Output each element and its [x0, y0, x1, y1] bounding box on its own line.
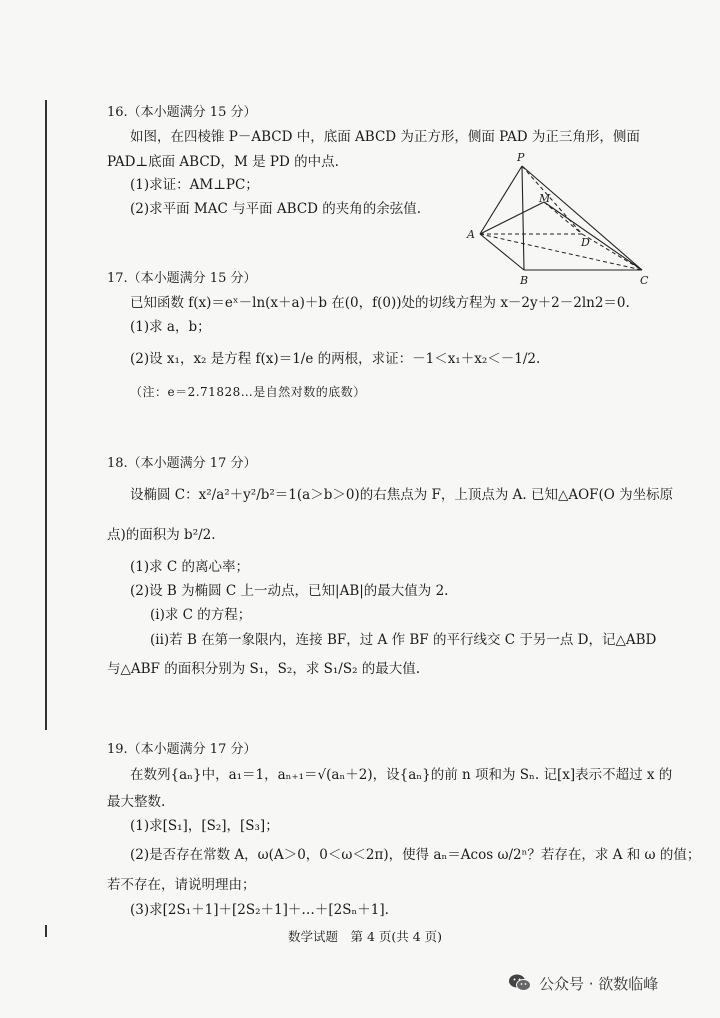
label-M: M: [539, 192, 551, 205]
problem-19-part-2: (2)是否存在常数 A，ω(A＞0，0＜ω＜2π)，使得 aₙ＝Acos ω/2ⁿ？若存在，求 A 和 ω 的值；: [130, 847, 701, 863]
label-P: P: [517, 151, 525, 164]
problem-19-part-3: (3)求[2S₁＋1]＋[2S₂＋1]＋…＋[2Sₙ＋1].: [130, 902, 389, 918]
pyramid-figure: [462, 148, 652, 288]
label-B: B: [520, 274, 529, 287]
problem-16-header: 16.（本小题满分 15 分）: [107, 105, 257, 120]
problem-19-line-2: 最大整数.: [107, 794, 166, 810]
problem-18-line-last: 与△ABF 的面积分别为 S₁，S₂，求 S₁/S₂ 的最大值.: [107, 661, 421, 677]
problem-18-line-1: 设椭圆 C：x²/a²＋y²/b²＝1(a＞b＞0)的右焦点为 F，上顶点为 A. 已知△AOF(O 为坐标原: [130, 487, 674, 503]
watermark: [507, 970, 658, 996]
problem-16-line-2: PAD⊥底面 ABCD，M 是 PD 的中点.: [107, 154, 339, 170]
problem-17-note: （注：e＝2.71828…是自然对数的底数）: [130, 385, 366, 399]
problem-18-part-2-ii: (ii)若 B 在第一象限内，连接 BF，过 A 作 BF 的平行线交 C 于另一点 D，记△ABD: [150, 632, 657, 648]
label-A: A: [467, 228, 475, 241]
label-D: D: [581, 236, 590, 249]
problem-18-part-2: (2)设 B 为椭圆 C 上一动点，已知|AB|的最大值为 2.: [130, 583, 449, 599]
problem-16-part-2: (2)求平面 MAC 与平面 ABCD 的夹角的余弦值.: [130, 201, 422, 217]
watermark-text: 公众号 · 欲数临峰: [539, 974, 659, 993]
problem-17-line-1: 已知函数 f(x)＝eˣ－ln(x＋a)＋b 在(0，f(0))处的切线方程为 x－2y＋2－2ln2＝0.: [130, 295, 630, 311]
problem-19-line-1: 在数列{aₙ}中，a₁＝1，aₙ₊₁＝√(aₙ＋2)，设{aₙ}的前 n 项和为 Sₙ. 记[x]表示不超过 x 的: [130, 767, 673, 783]
problem-18-line-2: 点)的面积为 b²/2.: [107, 527, 216, 543]
page-footer: 数学试题 第 4 页(共 4 页): [288, 929, 443, 944]
problem-16-part-1: (1)求证：AM⊥PC；: [130, 177, 259, 193]
problem-18-header: 18.（本小题满分 17 分）: [107, 456, 257, 471]
margin-mark: [45, 925, 47, 937]
wechat-icon: [507, 970, 533, 996]
problem-17-header: 17.（本小题满分 15 分）: [107, 271, 257, 286]
label-C: C: [640, 274, 649, 287]
problem-17-part-1: (1)求 a，b；: [130, 319, 211, 335]
problem-18-part-1: (1)求 C 的离心率；: [130, 559, 250, 575]
problem-19-line-cont: 若不存在，请说明理由；: [107, 877, 256, 893]
problem-19-part-1: (1)求[S₁]，[S₂]，[S₃]；: [130, 818, 279, 834]
problem-16-line-1: 如图，在四棱锥 P－ABCD 中，底面 ABCD 为正方形，侧面 PAD 为正三角形，侧面: [130, 129, 640, 145]
problem-18-part-2-i: (i)求 C 的方程；: [150, 607, 252, 623]
problem-17-part-2: (2)设 x₁，x₂ 是方程 f(x)＝1/e 的两根，求证：－1＜x₁＋x₂＜－1/2.: [130, 351, 541, 367]
margin-rule: [45, 100, 47, 730]
problem-19-header: 19.（本小题满分 17 分）: [107, 742, 257, 757]
